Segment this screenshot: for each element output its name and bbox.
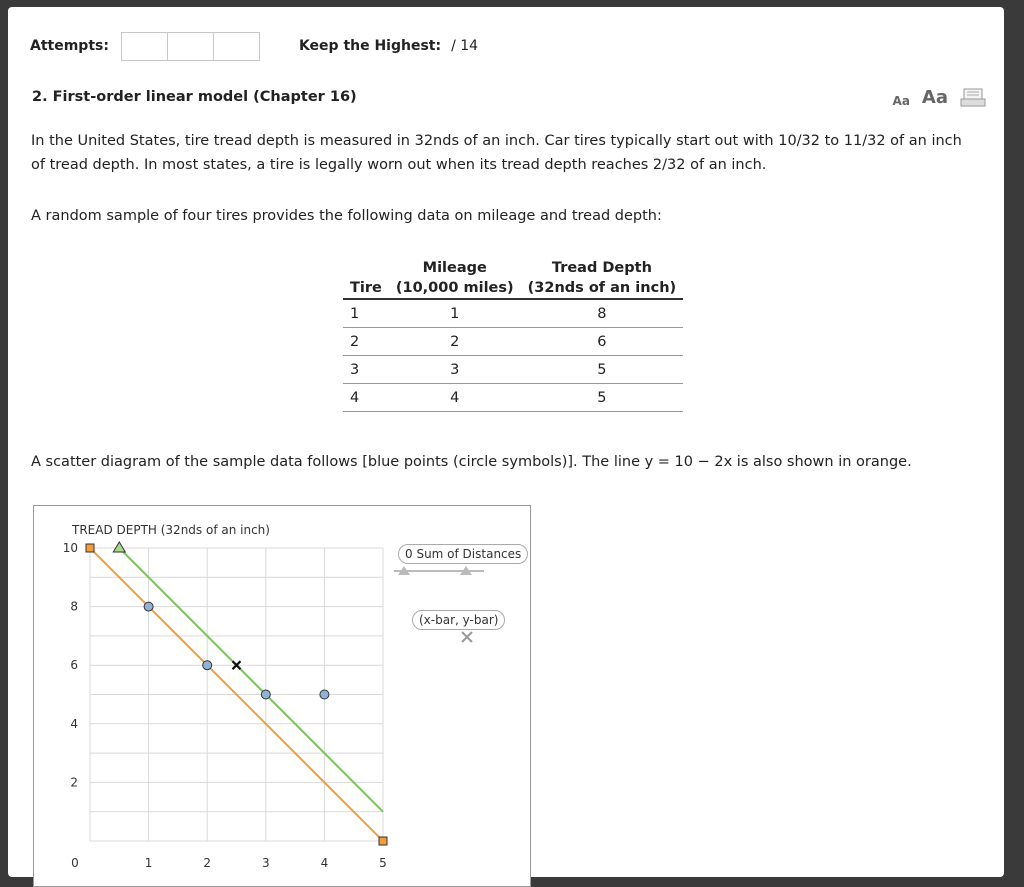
- page: [8, 7, 1004, 877]
- attempt-box: [121, 32, 168, 61]
- y-tick-label: 2: [70, 775, 78, 790]
- x-tick-label: 0: [71, 856, 79, 870]
- attempt-box: [167, 32, 214, 61]
- attempts-row: [30, 31, 478, 61]
- table-header: [343, 258, 389, 278]
- table-cell: 3: [389, 356, 521, 384]
- data-point: [261, 690, 270, 699]
- x-tick-label: 4: [320, 856, 329, 870]
- table-cell: 1: [389, 299, 521, 328]
- font-size-large-button[interactable]: Aa: [921, 87, 948, 108]
- sample-paragraph: A random sample of four tires provides the following data on mileage and tread depth:: [31, 208, 662, 224]
- sum-of-distances-button[interactable]: 0 Sum of Distances: [398, 544, 528, 564]
- mean-point-button[interactable]: (x-bar, y-bar): [412, 610, 505, 630]
- data-point: [203, 661, 212, 670]
- table-row: [343, 328, 683, 356]
- font-size-small-button[interactable]: Aa: [892, 94, 910, 108]
- distance-tools: [392, 564, 488, 578]
- toolbar: [893, 87, 986, 108]
- x-tick-label: 1: [144, 856, 153, 870]
- y-axis-title: TREAD DEPTH (32nds of an inch): [72, 523, 270, 537]
- table-row: [343, 299, 683, 328]
- y-tick-label: 6: [70, 658, 78, 673]
- table-cell: 2: [343, 328, 389, 356]
- scatter-paragraph: A scatter diagram of the sample data follows [blue points (circle symbols)]. The line y = 10 − 2x is also shown in orange.: [31, 454, 912, 470]
- x-tick-label: 3: [261, 856, 270, 870]
- table-cell: 6: [521, 328, 684, 356]
- green-line[interactable]: [119, 548, 383, 812]
- y-tick-label: 8: [70, 599, 78, 614]
- data-table: [343, 258, 683, 412]
- data-point: [320, 690, 329, 699]
- table-cell: 4: [389, 384, 521, 412]
- table-cell: 1: [343, 299, 389, 328]
- orange-line-endpoint: [86, 544, 94, 552]
- y-tick-label: 10: [62, 541, 78, 555]
- table-header: (32nds of an inch): [521, 278, 684, 299]
- intro-paragraph: In the United States, tire tread depth is measured in 32nds of an inch. Car tires typically start out with 10/32 to 11/32 of an inch of tread depth. In most states, a tire is legally worn out when its tread depth reaches 2/32 of an inch.: [31, 133, 962, 173]
- table-row: [343, 356, 683, 384]
- attempt-box: [213, 32, 260, 61]
- table-row: [343, 384, 683, 412]
- table-cell: 8: [521, 299, 684, 328]
- scatter-chart: [33, 505, 531, 887]
- table-cell: 3: [343, 356, 389, 384]
- green-line-handle[interactable]: [113, 542, 125, 552]
- question-title: 2. First-order linear model (Chapter 16): [32, 89, 357, 105]
- x-tick-label: 2: [203, 856, 212, 870]
- data-point: [144, 602, 153, 611]
- table-cell: 4: [343, 384, 389, 412]
- table-cell: 2: [389, 328, 521, 356]
- table-header: Mileage: [422, 260, 487, 276]
- table-cell: 5: [521, 356, 684, 384]
- table-header: Tire: [343, 278, 389, 299]
- keep-highest-value: / 14: [451, 38, 479, 54]
- print-icon[interactable]: [960, 88, 986, 108]
- attempt-boxes: [121, 32, 259, 61]
- mean-point-tool-icon[interactable]: [460, 630, 474, 644]
- table-cell: 5: [521, 384, 684, 412]
- keep-highest-label: Keep the Highest:: [298, 38, 442, 54]
- attempts-label: Attempts:: [30, 38, 109, 54]
- orange-line-endpoint: [379, 837, 387, 845]
- table-header: Tread Depth: [551, 260, 652, 276]
- x-tick-label: 5: [379, 856, 387, 870]
- table-header: (10,000 miles): [389, 278, 521, 299]
- y-tick-label: 4: [70, 716, 78, 731]
